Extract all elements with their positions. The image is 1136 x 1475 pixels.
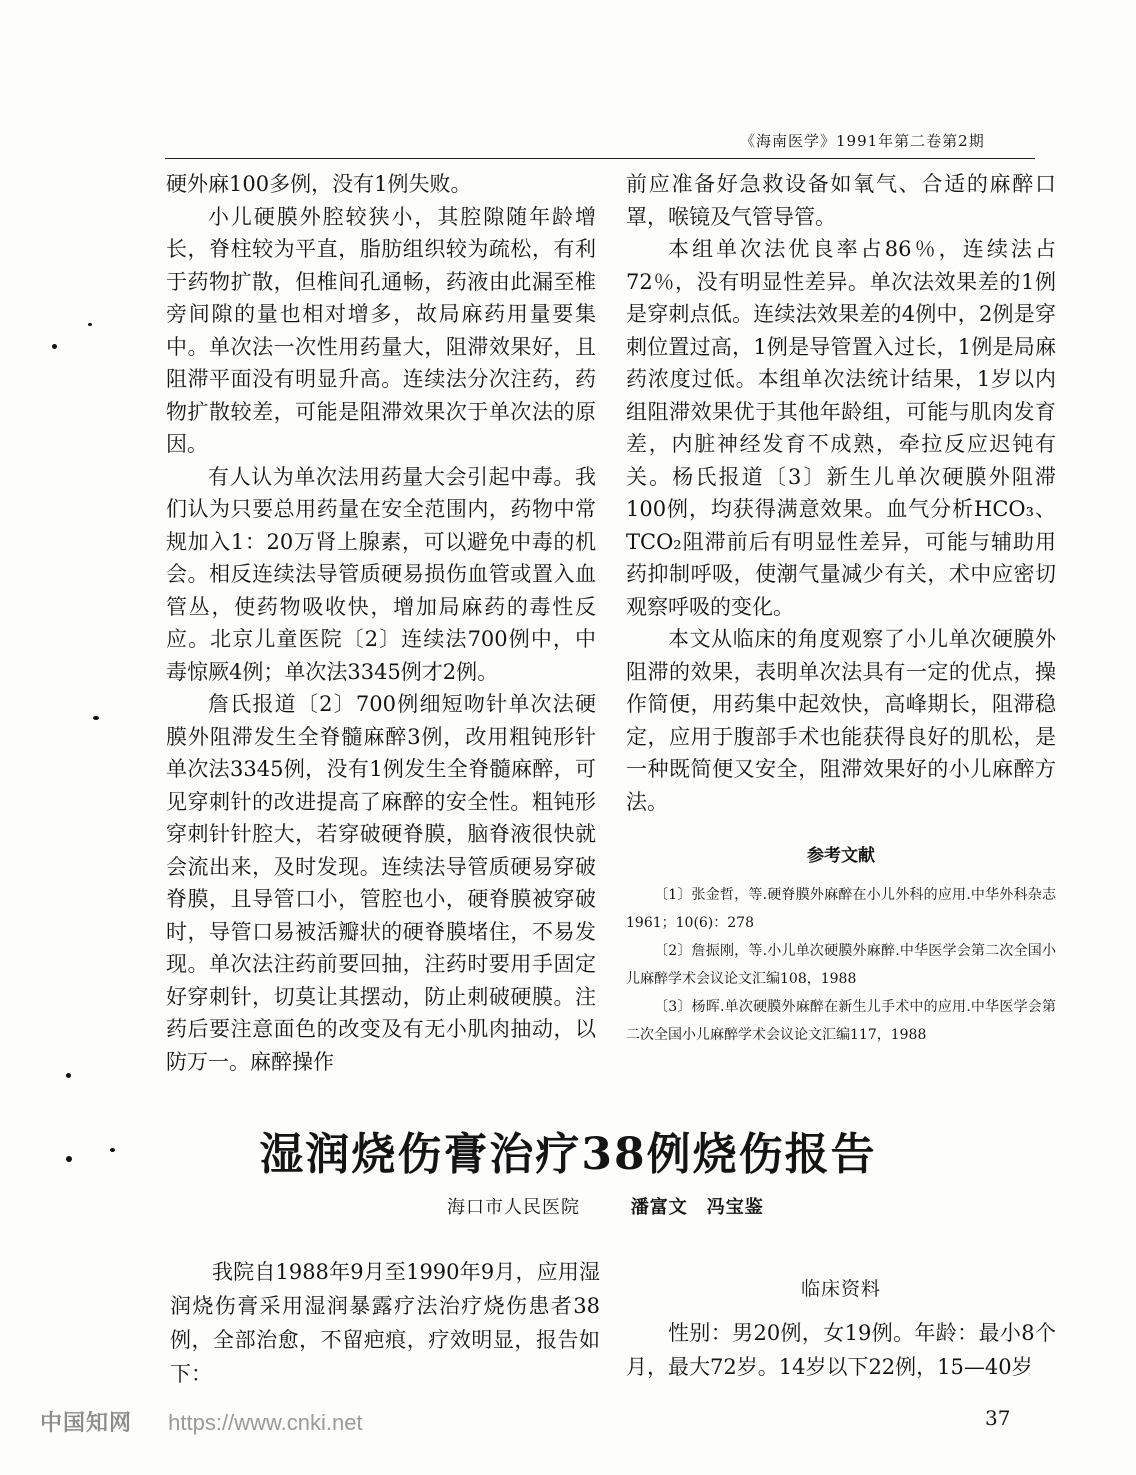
- right-column: [626, 168, 1056, 1049]
- header-rule: [165, 158, 1035, 159]
- paragraph: 我院自1988年9月至1990年9月，应用湿润烧伤膏采用湿润暴露疗法治疗烧伤患者38例，全部治愈，不留疤痕，疗效明显，报告如下：: [170, 1260, 600, 1386]
- paragraph: 詹氏报道〔2〕700例细短吻针单次法硬膜外阻滞发生全脊髓麻醉3例，改用粗钝形针单次法3345例，没有1例发生全脊髓麻醉，可见穿刺针的改进提高了麻醉的安全性。粗钝形穿刺针针腔大，若穿破硬脊膜，脑脊液很快就会流出来，及时发现。连续法导管质硬易穿破脊膜，且导管口小，管腔也小，硬脊膜被穿破时，导管口易被活瓣状的硬脊膜堵住，不易发现。单次法注药前要回抽，注药时要用手固定好穿刺针，切莫让其摆动，防止刺破硬膜。注药后要注意面色的改变及有无小肌肉抽动，以防万一。麻醉操作: [166, 692, 596, 1074]
- section-title: 临床资料: [800, 1278, 881, 1300]
- paragraph: 硬外麻100多例，没有1例失败。: [166, 172, 472, 196]
- page-number: 37: [985, 1406, 1011, 1430]
- article-body-column: [626, 1272, 1056, 1384]
- scan-speck: [110, 1148, 115, 1152]
- paragraph: 小儿硬膜外腔较狭小，其腔隙随年龄增长，脊柱较为平直，脂肪组织较为疏松，有利于药物扩散，但椎间孔通畅，药液由此漏至椎旁间隙的量也相对增多，故局麻药用量要集中。单次法一次性用药量大，阻滞效果好，且阻滞平面没有明显升高。连续法分次注药，药物扩散较差，可能是阻滞效果次于单次法的原因。: [166, 204, 596, 456]
- scan-speck: [66, 1073, 71, 1078]
- references-title: 参考文献: [807, 846, 875, 866]
- paragraph: 性别：男20例，女19例。年龄：最小8个月，最大72岁。14岁以下22例，15—40岁: [626, 1321, 1056, 1379]
- reference-item: 〔2〕詹振刚，等.小儿单次硬膜外麻醉.中华医学会第二次全国小儿麻醉学术会议论文汇编108，1988: [626, 942, 1056, 987]
- scan-speck: [66, 1156, 72, 1162]
- scan-speck: [88, 323, 92, 326]
- author-names: 潘富文 冯宝鉴: [630, 1197, 764, 1218]
- affiliation: 海口市人民医院: [447, 1197, 580, 1218]
- reference-item: 〔1〕张金哲，等.硬脊膜外麻醉在小儿外科的应用.中华外科杂志1961；10(6)：278: [626, 886, 1056, 931]
- paragraph: 有人认为单次法用药量大会引起中毒。我们认为只要总用药量在安全范围内，药物中常规加入1：20万肾上腺素，可以避免中毒的机会。相反连续法导管质硬易损伤血管或置入血管丛，使药物吸收快，增加局麻药的毒性反应。北京儿童医院〔2〕连续法700例中，中毒惊厥4例；单次法3345例才2例。: [166, 464, 596, 684]
- scan-speck: [93, 716, 99, 720]
- cnki-logo: 中国知网: [40, 1410, 133, 1435]
- paragraph: 前应准备好急救设备如氧气、合适的麻醉口罩，喉镜及气管导管。: [626, 172, 1056, 229]
- cnki-watermark: [40, 1406, 363, 1437]
- scan-speck: [52, 344, 57, 349]
- article-intro-column: [170, 1255, 600, 1391]
- reference-item: 〔3〕杨晖.单次硬膜外麻醉在新生儿手术中的应用.中华医学会第二次全国小儿麻醉学术会议论文汇编117，1988: [626, 998, 1056, 1043]
- cnki-url: https://www.cnki.net: [168, 1410, 363, 1435]
- journal-header: 《海南医学》1991年第二卷第2期: [740, 132, 985, 150]
- article-title: 湿润烧伤膏治疗38例烧伤报告: [259, 1129, 877, 1180]
- paragraph: 本文从临床的角度观察了小儿单次硬膜外阻滞的效果，表明单次法具有一定的优点，操作简便，用药集中起效快，高峰期长，阻滞稳定，应用于腹部手术也能获得良好的肌松，是一种既简便又安全，阻滞效果好的小儿麻醉方法。: [626, 627, 1056, 814]
- paragraph: 本组单次法优良率占86％，连续法占72％，没有明显性差异。单次法效果差的1例是穿刺点低。连续法效果差的4例中，2例是穿刺位置过高，1例是导管置入过长，1例是局麻药浓度过低。本组单次法统计结果，1岁以内组阻滞效果优于其他年龄组，可能与肌肉发育差，内脏神经发育不成熟，牵拉反应迟钝有关。杨氏报道〔3〕新生儿单次硬膜外阻滞100例，均获得满意效果。血气分析HCO₃、TCO₂阻滞前后有明显性差异，可能与辅助用药抑制呼吸，使潮气量减少有关，术中应密切观察呼吸的变化。: [626, 237, 1056, 619]
- left-column: [166, 168, 596, 1078]
- article-byline: [447, 1193, 764, 1219]
